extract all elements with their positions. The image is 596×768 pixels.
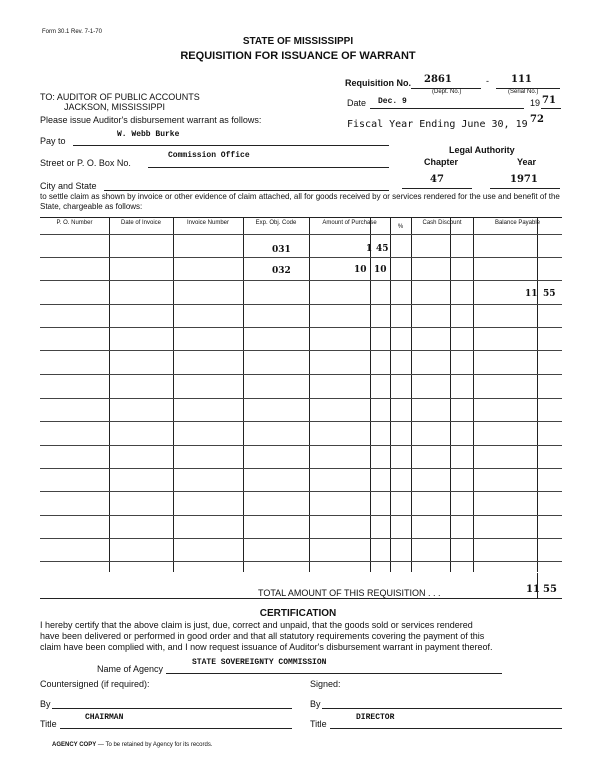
settle-claim-text: to settle claim as shown by invoice or other evidence of claim attached, all for goods received by or services rendered for the use and benefit of the State, chargeable as follows: bbox=[40, 192, 560, 211]
date-label: Date bbox=[347, 98, 367, 108]
requisition-label: Requisition No. bbox=[345, 78, 411, 88]
col-date-of-invoice: Date of Invoice bbox=[120, 220, 162, 226]
total-dollars: 11 bbox=[526, 584, 540, 595]
state-heading: STATE OF MISSISSIPPI bbox=[242, 36, 354, 47]
signed-label: Signed: bbox=[310, 679, 341, 689]
dept-number-value[interactable]: 2861 bbox=[424, 74, 452, 85]
cert-line1: I hereby certify that the above claim is just, due, correct and unpaid, that the goods sold or services rendered bbox=[40, 620, 473, 630]
footer-rest: — To be retained by Agency for its records. bbox=[96, 742, 213, 748]
col-invoice-number: Invoice Number bbox=[186, 220, 230, 226]
year-prefix: 19 bbox=[530, 98, 541, 108]
addressee-line2: JACKSON, MISSISSIPPI bbox=[64, 102, 166, 112]
street-label: Street or P. O. Box No. bbox=[40, 158, 131, 168]
fiscal-year-label: Fiscal Year Ending June 30, 19 bbox=[347, 119, 528, 130]
pay-to-value[interactable]: W. Webb Burke bbox=[117, 130, 180, 139]
authority-year-value[interactable]: 1971 bbox=[510, 174, 538, 185]
title-right-value[interactable]: DIRECTOR bbox=[356, 713, 395, 722]
title-left-value[interactable]: CHAIRMAN bbox=[85, 713, 124, 722]
serial-caption: (Serial No.) bbox=[508, 89, 539, 95]
col-balance-payable: Balance Payable bbox=[494, 220, 541, 226]
col-amount-of-purchase: Amount of Purchase bbox=[322, 220, 377, 226]
certification-heading: CERTIFICATION bbox=[259, 608, 337, 619]
pay-to-label: Pay to bbox=[40, 136, 66, 146]
col-po-number: P. O. Number bbox=[56, 220, 93, 226]
by-label-left: By bbox=[40, 699, 51, 709]
row1-code: 031 bbox=[272, 245, 291, 255]
col-percent: % bbox=[397, 224, 404, 230]
total-cents: 55 bbox=[543, 584, 557, 595]
by-label-right: By bbox=[310, 699, 321, 709]
balance-dollars: 11 bbox=[525, 289, 538, 299]
addressee-line1: TO: AUDITOR OF PUBLIC ACCOUNTS bbox=[40, 92, 200, 102]
form-number: Form 30.1 Rev. 7-1-70 bbox=[42, 29, 102, 35]
row2-amount-dollars: 10 bbox=[354, 265, 367, 275]
col-cash-discount: Cash Discount bbox=[422, 220, 462, 226]
footer-agency-copy: AGENCY COPY bbox=[52, 742, 97, 748]
title-label-right: Title bbox=[310, 719, 327, 729]
cert-line2: have been delivered or performed in good order and that all statutory requirements covering the payment of this bbox=[40, 631, 485, 641]
row2-code: 032 bbox=[272, 266, 291, 276]
row2-amount-cents: 10 bbox=[374, 265, 387, 275]
agency-label: Name of Agency bbox=[97, 664, 164, 674]
legal-authority-label: Legal Authority bbox=[449, 145, 515, 155]
balance-cents: 55 bbox=[543, 289, 556, 299]
fiscal-year-value[interactable]: 72 bbox=[530, 114, 544, 125]
street-value[interactable]: Commission Office bbox=[168, 151, 250, 160]
title-label-left: Title bbox=[40, 719, 57, 729]
claim-table bbox=[40, 217, 562, 572]
dept-caption: (Dept. No.) bbox=[432, 89, 462, 95]
row1-amount-dollars: 1 bbox=[366, 244, 373, 254]
row1-amount-cents: 45 bbox=[376, 244, 389, 254]
date-value[interactable]: Dec. 9 bbox=[378, 97, 407, 106]
total-label: TOTAL AMOUNT OF THIS REQUISITION . . . bbox=[258, 588, 441, 598]
year-label: Year bbox=[517, 157, 537, 167]
instruction-text: Please issue Auditor's disbursement warrant as follows: bbox=[40, 115, 262, 125]
chapter-value[interactable]: 47 bbox=[430, 174, 444, 185]
countersigned-label: Countersigned (if required): bbox=[40, 679, 150, 689]
cert-line3: claim have been complied with, and I now request issuance of Auditor's disbursement warrant in payment thereof. bbox=[40, 642, 493, 652]
year-value[interactable]: 71 bbox=[542, 95, 556, 106]
chapter-label: Chapter bbox=[424, 157, 459, 167]
footer-note bbox=[52, 742, 213, 748]
form-title: REQUISITION FOR ISSUANCE OF WARRANT bbox=[180, 50, 416, 62]
serial-number-value[interactable]: 111 bbox=[511, 74, 532, 85]
col-exp-obj-code: Exp. Obj. Code bbox=[255, 220, 297, 226]
city-state-label: City and State bbox=[40, 181, 97, 191]
agency-value[interactable]: STATE SOVEREIGNTY COMMISSION bbox=[192, 658, 327, 667]
